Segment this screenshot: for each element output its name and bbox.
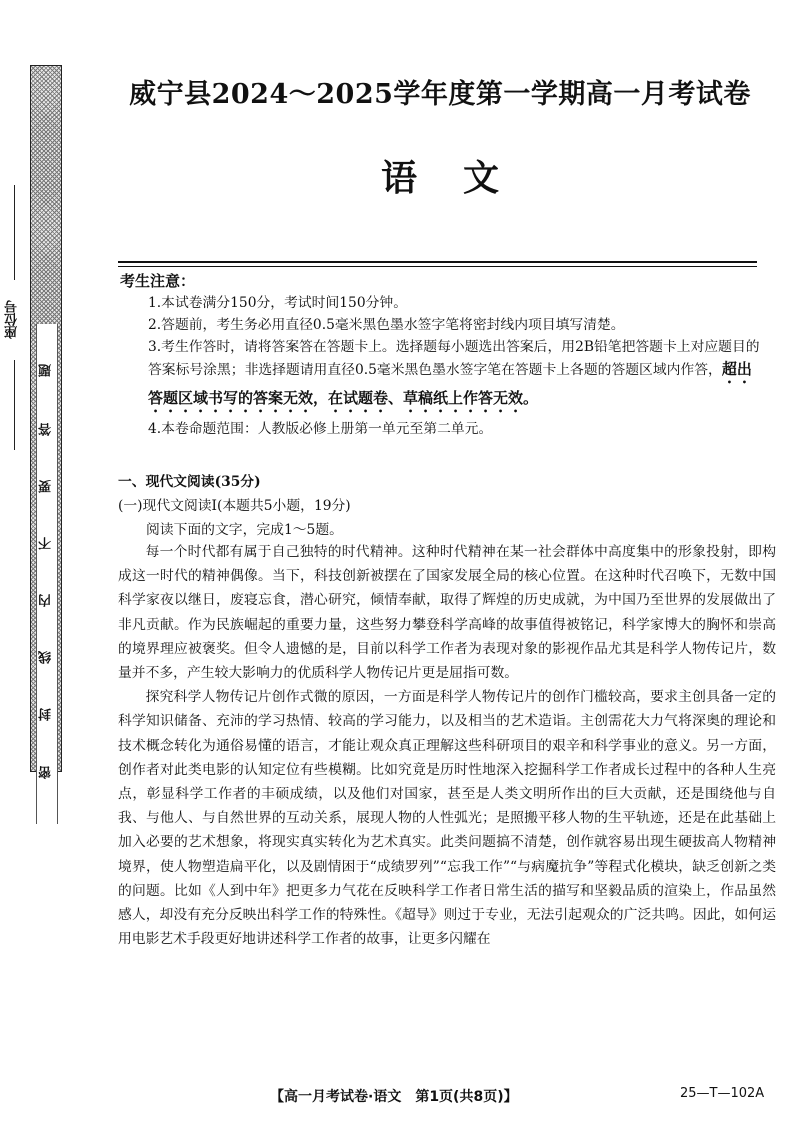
seal-char: 封	[39, 708, 54, 721]
seal-char: 内	[39, 594, 54, 607]
seal-char: 线	[39, 651, 54, 664]
notice-item-3-emphasis: 超出答题区域书写的答案无效，在试题卷、草稿纸上作答无效。	[148, 360, 752, 407]
notice-item-1: 1.本试卷满分150分，考试时间150分钟。	[148, 295, 407, 311]
exam-title: 威宁县2024～2025学年度第一学期高一月考试卷	[129, 79, 751, 110]
article-body	[118, 540, 776, 951]
notice-block	[148, 292, 760, 440]
notice-item-4: 4.本卷命题范围：人教版必修上册第一单元至第二单元。	[148, 421, 493, 437]
seal-line-box	[36, 324, 58, 824]
article-paragraph: 每一个时代都有属于自己独特的时代精神。这种时代精神在某一社会群体中高度集中的形象投射，即构成这一时代的精神偶像。当下，科技创新被摆在了国家发展全局的核心位置。在这种时代召唤下，无数中国科学家夜以继日，废寝忘食，潜心研究，倾情奉献，取得了辉煌的历史成就，为中国乃至世界的发展做出了非凡贡献。作为民族崛起的重要力量，这些努力攀登科学高峰的故事值得被铭记，科学家博大的胸怀和崇高的境界理应被褒奖。但令人遗憾的是，目前以科学工作者为表现对象的影视作品尤其是科学人物传记片，数量并不多，产生较大影响力的优质科学人物传记片更是屈指可数。	[118, 544, 776, 682]
notice-item-3-text: 3.考生作答时，请将答案答在答题卡上。选择题每小题选出答案后，用2B铅笔把答题卡上对应题目的答案标号涂黑；非选择题请用直径0.5毫米黑色墨水签字笔在答题卡上各题的答题区域内作答，	[148, 339, 760, 378]
seal-char: 要	[39, 480, 54, 493]
seal-char: 答	[39, 423, 54, 436]
subject-title: 语文	[380, 157, 545, 199]
seat-number-line	[14, 185, 15, 280]
seal-char: 不	[39, 537, 54, 550]
notice-heading: 考生注意：	[120, 272, 196, 290]
subsection-heading: (一)现代文阅读Ⅰ(本题共5小题，19分)	[118, 498, 351, 514]
notice-item-3	[148, 336, 760, 416]
notice-item-2: 2.答题前，考生务必用直径0.5毫米黑色墨水签字笔将密封线内项目填写清楚。	[148, 317, 625, 333]
reading-instruction: 阅读下面的文字，完成1～5题。	[146, 522, 343, 538]
seat-number-line	[14, 360, 15, 450]
header-rule-thick	[118, 261, 757, 263]
article-paragraph: 探究科学人物传记片创作式微的原因，一方面是科学人物传记片的创作门槛较高，要求主创具备一定的科学知识储备、充沛的学习热情、较高的学习能力，以及相当的艺术造诣。主创需花大力气将深奥的理论和技术概念转化为通俗易懂的语言，才能让观众真正理解这些科研项目的艰辛和科学事业的意义。另一方面，创作者对此类电影的认知定位有些模糊。比如究竟是历时性地深入挖掘科学工作者成长过程中的各种人生亮点，彰显科学工作者的丰硕成绩，以及他们对国家，甚至是人类文明所作出的巨大贡献，还是围绕他与自我、与他人、与自然世界的互动关系，展现人物的人性弧光；是照搬平移人物的生平轨迹，还是在此基础上加入必要的艺术想象，将现实真实转化为艺术真实。此类问题搞不清楚，创作就容易出现生硬拔高人物精神境界，使人物塑造扁平化，以及剧情困于“成绩罗列”“忘我工作”“与病魔抗争”等程式化模块，缺乏创新之类的问题。比如《人到中年》把更多力气花在反映科学工作者日常生活的描写和坚毅品质的渲染上，作品虽然感人，却没有充分反映出科学工作的特殊性。《超导》则过于专业，无法引起观众的广泛共鸣。因此，如何运用电影艺术手段更好地讲述科学工作者的故事，让更多闪耀在	[118, 689, 776, 948]
seal-char: 题	[39, 364, 54, 377]
header-rule-thin	[118, 266, 757, 267]
seat-number-label: 座位号	[5, 300, 20, 340]
seal-char: 密	[39, 766, 54, 779]
section-heading: 一、现代文阅读(35分)	[118, 474, 261, 490]
seal-margin-strip	[30, 65, 62, 779]
paper-code: 25—T—102A	[680, 1086, 765, 1101]
page-footer: 【高一月考试卷·语文 第1页(共8页)】	[270, 1089, 518, 1105]
